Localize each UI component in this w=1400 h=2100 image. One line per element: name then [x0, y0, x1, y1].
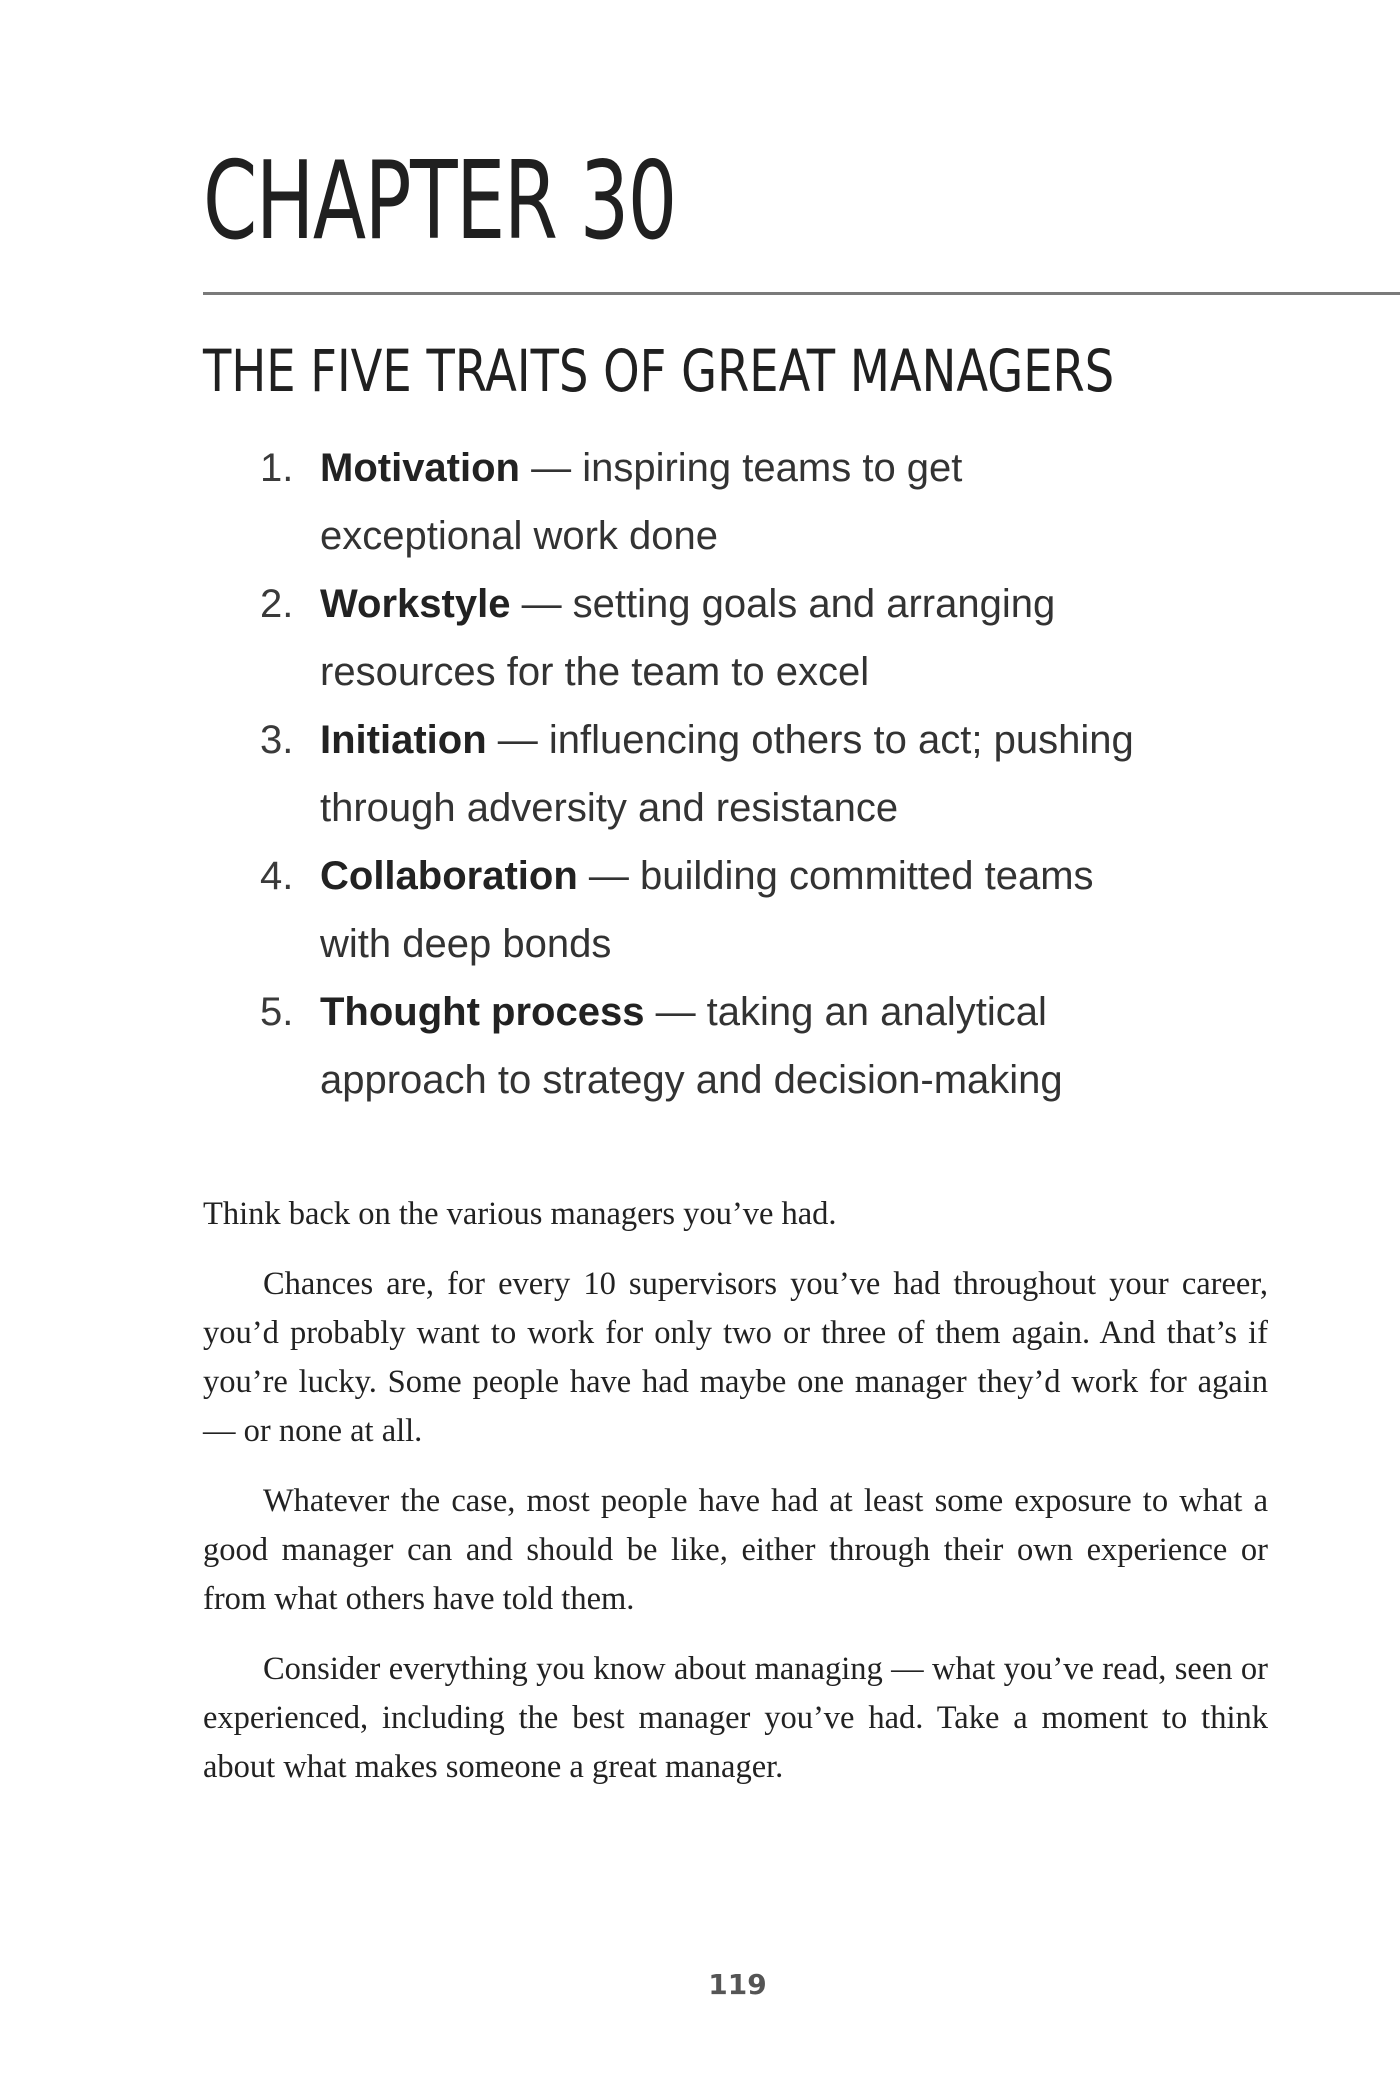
paragraph: Chances are, for every 10 supervisors you’ve had throughout your career, you’d probably want to work for only two or three of them again. And that’s if you’re lucky. Some people have had maybe one manager they’d work for again — or none at all. [203, 1266, 1268, 1449]
trait-name: Collaboration [320, 854, 578, 898]
section-title: THE FIVE TRAITS OF GREAT MANAGERS [203, 337, 1115, 405]
trait-number: 5. [260, 990, 294, 1034]
trait-name: Thought process [320, 990, 645, 1034]
trait-name: Motivation [320, 446, 520, 490]
trait-number: 4. [260, 854, 294, 898]
trait-description: — inspiring teams to get exceptional work done [320, 446, 963, 558]
trait-item-workstyle [260, 570, 1140, 706]
trait-name: Initiation [320, 718, 487, 762]
trait-item-thought-process [260, 978, 1140, 1114]
chapter-title: CHAPTER 30 [203, 139, 676, 264]
paragraph: Consider everything you know about managing — what you’ve read, seen or experienced, including the best manager you’ve had. Take a moment to think about what makes someone a great manager. [203, 1651, 1268, 1785]
trait-item-initiation [260, 706, 1140, 842]
trait-description: — influencing others to act; pushing through adversity and resistance [320, 718, 1134, 830]
paragraph: Think back on the various managers you’ve had. [203, 1196, 837, 1232]
trait-name: Workstyle [320, 582, 511, 626]
trait-item-collaboration [260, 842, 1140, 978]
trait-description: — setting goals and arranging resources for the team to excel [320, 582, 1056, 694]
trait-description: — building committed teams with deep bonds [320, 854, 1094, 966]
paragraph: Whatever the case, most people have had at least some exposure to what a good manager can and should be like, either through their own experience or from what others have told them. [203, 1483, 1268, 1617]
page-number: 119 [708, 1968, 767, 2001]
chapter-divider [203, 292, 1400, 295]
body-text [203, 1190, 1268, 1813]
trait-number: 1. [260, 446, 294, 490]
trait-item-motivation [260, 434, 1140, 570]
trait-number: 2. [260, 582, 294, 626]
traits-list [260, 434, 1140, 1114]
trait-description: — taking an analytical approach to strategy and decision-making [320, 990, 1063, 1102]
trait-number: 3. [260, 718, 294, 762]
